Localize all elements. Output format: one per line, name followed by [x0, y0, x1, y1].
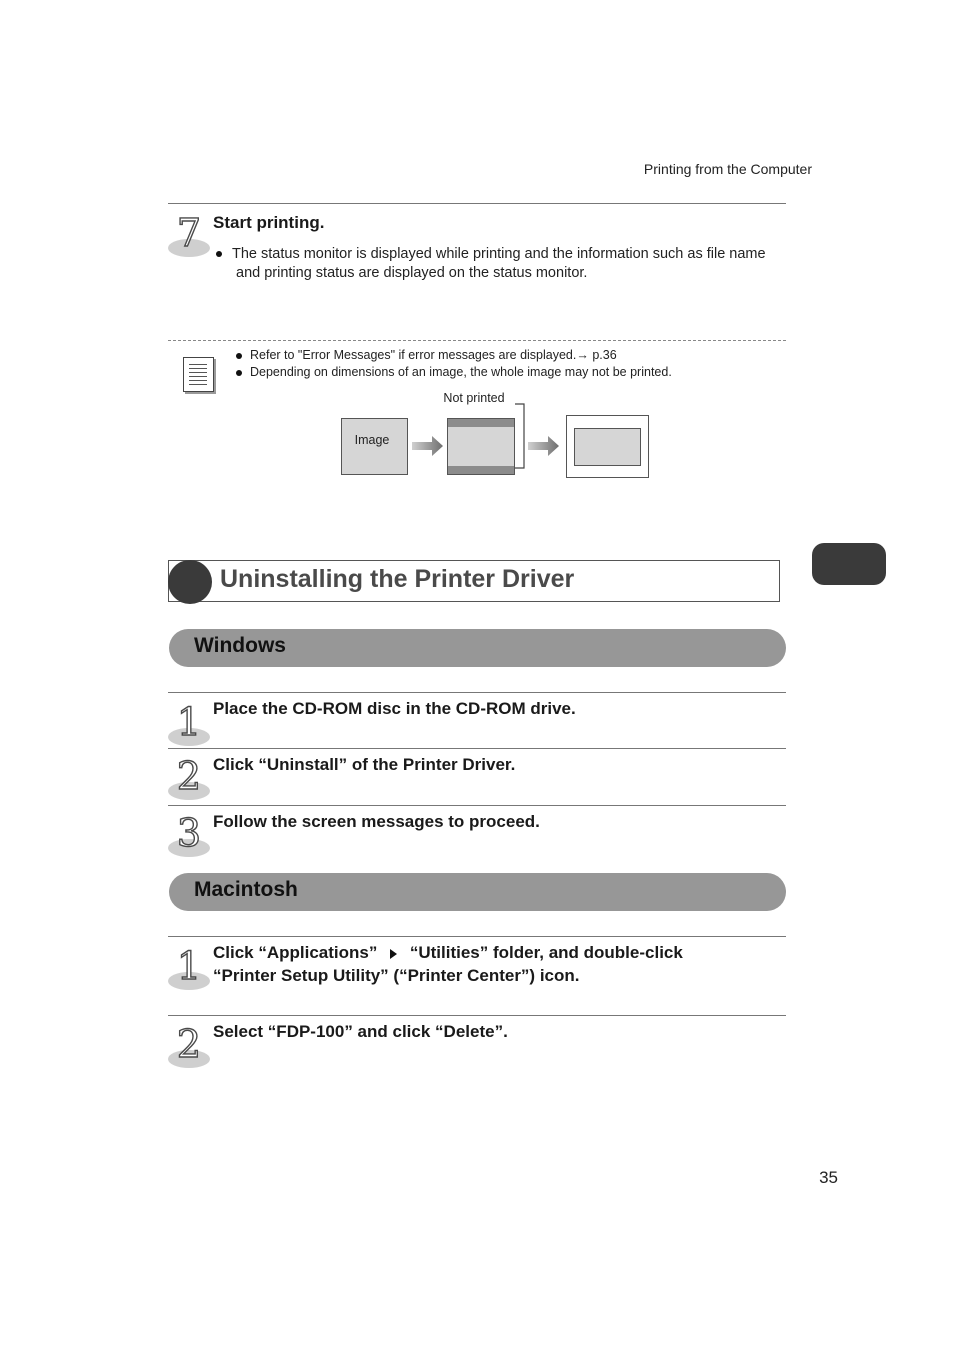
step-number-2: 2 — [168, 756, 212, 800]
step-text: Follow the screen messages to proceed. — [213, 812, 540, 831]
step-number-1: 1 — [168, 946, 212, 990]
step-number-7: 7 — [168, 213, 212, 257]
step-title: Start printing. — [213, 213, 325, 232]
note-item: Refer to "Error Messages" if error messages are displayed.→ p.36 — [236, 348, 617, 362]
page-number: 35 — [819, 1168, 838, 1187]
note-item: Depending on dimensions of an image, the whole image may not be printed. — [236, 365, 672, 379]
subheading-windows: Windows — [194, 634, 286, 657]
diagram-not-printed-label: Not printed — [443, 391, 505, 405]
chapter-tab — [812, 543, 886, 585]
step-number-3: 3 — [168, 813, 212, 857]
dashed-divider — [168, 340, 786, 341]
divider — [168, 936, 786, 937]
section-bullet-circle — [168, 560, 212, 604]
diagram-printed-output — [566, 415, 649, 478]
step-text: Place the CD-ROM disc in the CD-ROM drive. — [213, 699, 576, 718]
bullet-icon — [236, 353, 242, 359]
step-number-2: 2 — [168, 1024, 212, 1068]
bullet-icon — [216, 251, 222, 257]
divider — [168, 805, 786, 806]
step-text: Click “Uninstall” of the Printer Driver. — [213, 755, 516, 774]
step-text: Click “Applications” “Utilities” folder, and double-click — [213, 943, 683, 962]
bullet-icon — [236, 370, 242, 376]
bullet-item: The status monitor is displayed while printing and the information such as file name — [216, 245, 786, 264]
divider — [168, 748, 786, 749]
note-icon — [183, 357, 214, 392]
diagram-image-label: Image — [354, 433, 390, 447]
triangle-right-icon — [390, 949, 397, 959]
section-title: Uninstalling the Printer Driver — [220, 565, 575, 593]
arrow-right-icon — [528, 436, 560, 456]
not-printed-bracket — [512, 402, 526, 472]
step-number-1: 1 — [168, 702, 212, 746]
subheading-macintosh: Macintosh — [194, 878, 298, 901]
bullet-item-continuation: and printing status are displayed on the status monitor. — [236, 265, 588, 281]
divider — [168, 203, 786, 204]
divider — [168, 692, 786, 693]
step-text-line2: “Printer Setup Utility” (“Printer Center”) icon. — [213, 966, 580, 985]
running-header: Printing from the Computer — [643, 161, 812, 177]
divider — [168, 1015, 786, 1016]
step-text: Select “FDP-100” and click “Delete”. — [213, 1022, 508, 1041]
diagram-cropped-image — [447, 418, 515, 475]
arrow-right-icon — [412, 436, 444, 456]
